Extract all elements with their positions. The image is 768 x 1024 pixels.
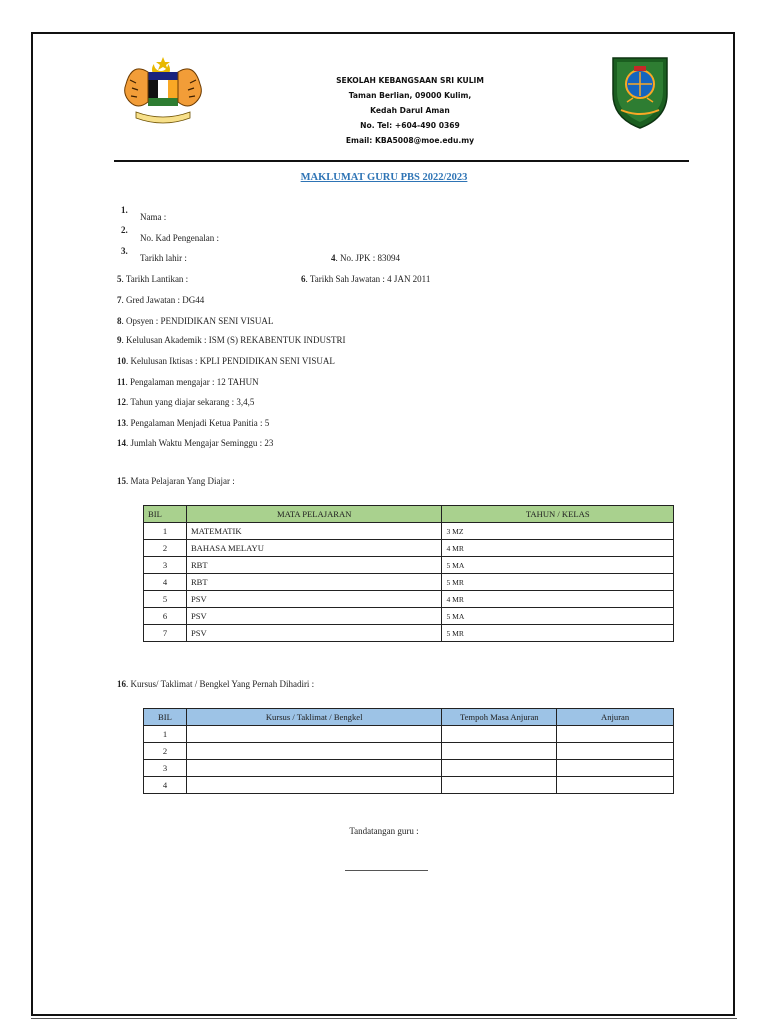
table-cell: 3 MZ <box>442 523 674 540</box>
table-cell: PSV <box>186 625 442 642</box>
field-1-number: 1. <box>121 205 128 215</box>
field-pengalaman-mengajar <box>117 377 259 387</box>
table-cell: 7 <box>144 625 187 642</box>
field-gred-jawatan <box>117 295 204 305</box>
column-header-bil: BIL <box>144 506 187 523</box>
courses-table <box>143 708 674 794</box>
table-cell: 4 <box>144 777 187 794</box>
table-cell <box>186 743 441 760</box>
field-15-number: 15 <box>117 476 126 486</box>
field-14-text: . Jumlah Waktu Mengajar Seminggu : 23 <box>126 438 274 448</box>
table-cell: 3 <box>144 760 187 777</box>
table-header-row <box>144 506 674 523</box>
field-5-text: . Tarikh Lantikan : <box>121 274 189 284</box>
field-ketua-panitia <box>117 418 269 428</box>
field-nama: Nama : <box>140 212 167 222</box>
table-cell: 2 <box>144 743 187 760</box>
table-cell: 5 MR <box>442 625 674 642</box>
table-cell: RBT <box>186 557 442 574</box>
table-row <box>144 540 674 557</box>
field-8-text: . Opsyen : PENDIDIKAN SENI VISUAL <box>121 316 274 326</box>
table-cell: BAHASA MELAYU <box>186 540 442 557</box>
field-4-number: 4 <box>331 253 336 263</box>
table-cell <box>442 743 557 760</box>
field-tahun-diajar <box>117 397 254 407</box>
table-cell <box>442 760 557 777</box>
column-header-bil: BIL <box>144 709 187 726</box>
table-cell: 6 <box>144 608 187 625</box>
field-no-jpk <box>331 253 400 263</box>
field-8-number: 8 <box>117 316 122 326</box>
table-cell <box>557 760 674 777</box>
table-cell: 4 MR <box>442 591 674 608</box>
table-cell <box>186 777 441 794</box>
field-11-text: . Pengalaman mengajar : 12 TAHUN <box>125 377 259 387</box>
field-6-text: . Tarikh Sah Jawatan : 4 JAN 2011 <box>305 274 431 284</box>
table-cell <box>186 760 441 777</box>
table-cell: 4 MR <box>442 540 674 557</box>
field-3-number: 3. <box>121 246 128 256</box>
field-kursus-heading <box>117 679 314 689</box>
table-cell <box>442 777 557 794</box>
field-13-text: . Pengalaman Menjadi Ketua Panitia : 5 <box>126 418 270 428</box>
subjects-table <box>143 505 674 642</box>
field-7-text: . Gred Jawatan : DG44 <box>121 295 205 305</box>
school-crest-icon <box>607 52 673 132</box>
field-mata-pelajaran-heading <box>117 476 235 486</box>
signature-label: Tandatangan guru : <box>349 826 419 836</box>
column-header-tahun-kelas: TAHUN / KELAS <box>442 506 674 523</box>
table-row <box>144 743 674 760</box>
table-cell: 5 MR <box>442 574 674 591</box>
field-15-text: . Mata Pelajaran Yang Diajar : <box>126 476 235 486</box>
malaysia-coat-of-arms-icon <box>118 54 208 124</box>
field-6-number: 6 <box>301 274 306 284</box>
table-cell <box>442 726 557 743</box>
field-2-number: 2. <box>121 225 128 235</box>
field-9-text: . Kelulusan Akademik : ISM (S) REKABENTUK INDUSTRI <box>121 335 346 345</box>
signature-line <box>345 870 428 871</box>
table-row <box>144 760 674 777</box>
bottom-border-line <box>31 1018 737 1019</box>
header-divider <box>114 160 689 162</box>
field-10-number: 10 <box>117 356 126 366</box>
address-line-1: Taman Berlian, 09000 Kulim, <box>348 91 472 100</box>
field-waktu-mengajar <box>117 438 273 448</box>
table-cell: 5 MA <box>442 557 674 574</box>
school-name: SEKOLAH KEBANGSAAN SRI KULIM <box>336 76 484 85</box>
table-row <box>144 726 674 743</box>
field-kelulusan-iktisas <box>117 356 335 366</box>
field-opsyen <box>117 316 273 326</box>
field-16-text: . Kursus/ Taklimat / Bengkel Yang Pernah Dihadiri : <box>126 679 315 689</box>
phone-number: No. Tel: +604-490 0369 <box>360 121 460 130</box>
table-cell: 2 <box>144 540 187 557</box>
field-12-text: . Tahun yang diajar sekarang : 3,4,5 <box>126 397 255 407</box>
table-row <box>144 523 674 540</box>
table-header-row <box>144 709 674 726</box>
email-address: Email: KBA5008@moe.edu.my <box>345 136 475 145</box>
table-row <box>144 574 674 591</box>
field-kad-pengenalan: No. Kad Pengenalan : <box>140 233 219 243</box>
table-cell: 5 MA <box>442 608 674 625</box>
column-header-mata-pelajaran: MATA PELAJARAN <box>186 506 442 523</box>
field-16-number: 16 <box>117 679 126 689</box>
column-header-anjuran: Anjuran <box>557 709 674 726</box>
table-cell: 4 <box>144 574 187 591</box>
table-cell <box>557 777 674 794</box>
table-cell <box>186 726 441 743</box>
field-tarikh-sah-jawatan <box>301 274 430 284</box>
field-5-number: 5 <box>117 274 122 284</box>
table-cell <box>557 726 674 743</box>
table-row <box>144 608 674 625</box>
table-cell: 5 <box>144 591 187 608</box>
table-cell: MATEMATIK <box>186 523 442 540</box>
table-cell <box>557 743 674 760</box>
school-header <box>230 73 590 148</box>
field-7-number: 7 <box>117 295 122 305</box>
field-tarikh-lahir: Tarikh lahir : <box>140 253 187 263</box>
column-header-tempoh: Tempoh Masa Anjuran <box>442 709 557 726</box>
table-cell: 3 <box>144 557 187 574</box>
column-header-kursus: Kursus / Taklimat / Bengkel <box>186 709 441 726</box>
field-4-text: . No. JPK : 83094 <box>335 253 401 263</box>
field-kelulusan-akademik <box>117 335 346 345</box>
field-9-number: 9 <box>117 335 122 345</box>
table-cell: 1 <box>144 726 187 743</box>
table-row <box>144 777 674 794</box>
table-cell: RBT <box>186 574 442 591</box>
table-cell: PSV <box>186 591 442 608</box>
table-row <box>144 557 674 574</box>
field-11-number: 11 <box>117 377 126 387</box>
field-tarikh-lantikan <box>117 274 188 284</box>
address-line-2: Kedah Darul Aman <box>370 106 450 115</box>
table-cell: 1 <box>144 523 187 540</box>
field-13-number: 13 <box>117 418 126 428</box>
table-row <box>144 591 674 608</box>
document-title: MAKLUMAT GURU PBS 2022/2023 <box>300 172 468 183</box>
field-10-text: . Kelulusan Iktisas : KPLI PENDIDIKAN SENI VISUAL <box>126 356 335 366</box>
field-12-number: 12 <box>117 397 126 407</box>
field-14-number: 14 <box>117 438 126 448</box>
table-cell: PSV <box>186 608 442 625</box>
table-row <box>144 625 674 642</box>
